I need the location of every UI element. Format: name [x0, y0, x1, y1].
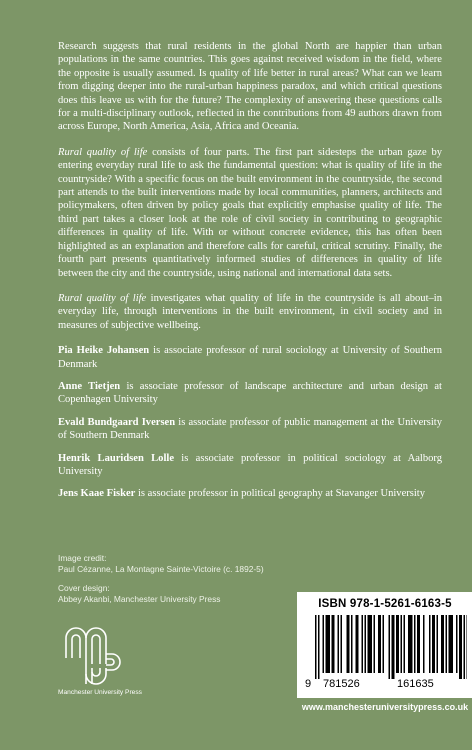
publisher-url[interactable]: www.manchesteruniversitypress.co.uk — [301, 702, 469, 712]
image-credit-label: Image credit: — [58, 553, 107, 563]
author-bio: Henrik Lauridsen Lolle is associate professor in political sociology at Aalborg University — [58, 452, 442, 477]
author-bio: Anne Tietjen is associate professor of landscape architecture and urban design at Copenhagen University — [58, 380, 442, 406]
author-bio: Evald Bundgaard Iversen is associate professor of public management at the University of Southern Denmark — [58, 416, 442, 442]
author-name: Evald Bundgaard Iversen — [58, 416, 176, 428]
publisher-name: Manchester University Press — [58, 689, 142, 696]
barcode-digits-left: 781526 — [323, 678, 360, 690]
author-name: Pia Heike Johansen — [58, 345, 150, 357]
isbn-label: ISBN 978-1-5261-6163-5 — [318, 598, 452, 610]
blurb-paragraph-1: Research suggests that rural residents in the global North are happier than urban populations in the same countries. This goes against received wisdom in the field, where the opposite is usually assumed. Is quality of life better in rural areas? What can we learn from digging deeper into the rural-urban happiness paradox, and which critical questions does this leave us with for the future? The complexity of answering these questions calls for a multi-disciplinary outlook, reflected in the contributions from 49 authors drawn from across Europe, North America, Asia, Africa and Oceania. — [58, 41, 442, 133]
author-name: Henrik Lauridsen Lolle — [58, 452, 174, 464]
publisher-logo — [58, 624, 142, 696]
book-title-italic: Rural quality of life — [58, 146, 148, 158]
barcode-icon — [305, 615, 467, 679]
author-bio: Pia Heike Johansen is associate professor of rural sociology at University of Southern Denmark — [58, 345, 442, 370]
book-title-italic: Rural quality of life — [58, 292, 147, 304]
credits — [58, 553, 288, 613]
cover-design-value: Abbey Akanbi, Manchester University Press — [58, 594, 221, 604]
barcode-digits-right: 161635 — [397, 678, 434, 690]
cover-design-label: Cover design: — [58, 583, 110, 593]
back-cover-text — [58, 40, 442, 510]
cover-design-credit — [58, 583, 288, 605]
author-bio: Jens Kaae Fisker is associate professor in political geography at Stavanger University — [58, 488, 426, 500]
image-credit — [58, 553, 288, 575]
author-name: Jens Kaae Fisker — [58, 488, 136, 500]
author-name: Anne Tietjen — [58, 380, 121, 392]
mup-logo-icon — [58, 624, 122, 686]
image-credit-value: Paul Cézanne, La Montagne Sainte-Victoire (c. 1892-5) — [58, 564, 264, 574]
blurb-paragraph-2: Rural quality of life consists of four parts. The first part sidesteps the urban gaze by entering everyday rural life to ask the fundamental question: what is quality of life in the countryside? With a specific focus on the built environment in the countryside, the second part attends to the built interventions made by local communities, planners, architects and policymakers, often driven by policy goals that explicitly emphasise quality of life. The third part takes a closer look at the role of civil society in contributing to geographic differences in quality of life. With or without concrete evidence, this has often been highlighted as an explanation and therefore calls for careful, critical scrutiny. Finally, the fourth part presents quantitatively informed studies of differences in quality of life between the city and the countryside, using national and international data sets. — [58, 146, 442, 279]
barcode-panel — [297, 592, 472, 698]
barcode-digit-first: 9 — [305, 678, 312, 690]
blurb-paragraph-3: Rural quality of life investigates what quality of life in the countryside is all about–in everyday life, through interventions in the built environment, in civil society and in measures of subjective wellbeing. — [58, 292, 442, 331]
